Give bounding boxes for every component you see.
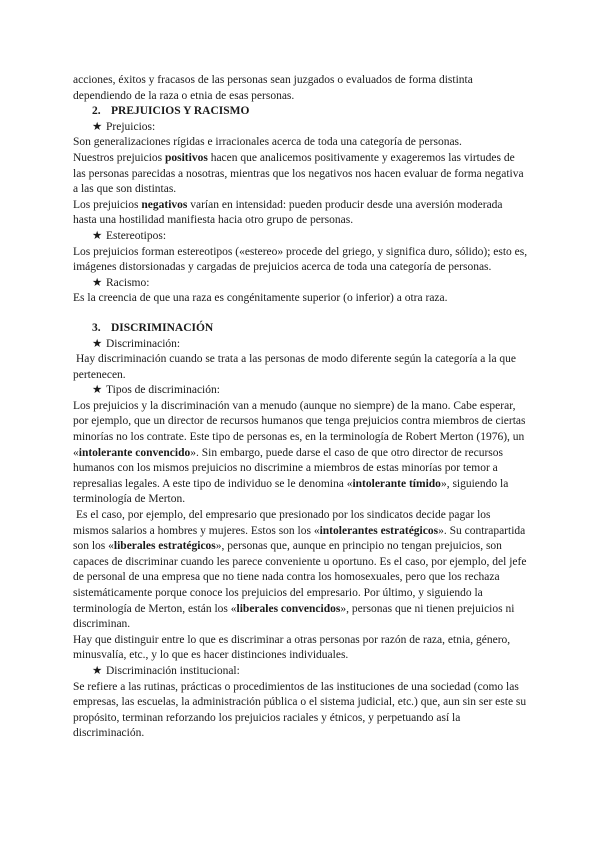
bold-term: negativos	[141, 198, 188, 211]
estereotipos-paragraph: Los prejuicios forman estereotipos («estereo» procede del griego, y significa duro, sólido); esto es, imágenes distorsionadas y cargadas de prejuicios acerca de toda una categoría de personas.	[73, 245, 528, 274]
bullet-label: Discriminación institucional:	[106, 664, 240, 677]
section-3-number: 3.	[92, 321, 101, 334]
discriminacion-paragraph: Hay discriminación cuando se trata a las personas de modo diferente según la categoría a la que pertenecen.	[73, 353, 517, 381]
text-run: Es el caso, por ejemplo, del empresario que presionado por los sindicatos decide pagar los mismos salarios a hombres y mujeres. Estos son los «	[73, 509, 491, 537]
star-bullet-icon: ★	[92, 664, 103, 677]
bold-term: intolerantes estratégicos	[319, 524, 439, 537]
text-run: Los prejuicios y la discriminación van a menudo (aunque no siempre) de la mano. Cabe esperar, por ejemplo, que un director de recursos humanos que tenga prejuicios contra miembros de ciertas minorías no los contrate. Este tipo de personas es, en la terminología de Robert Merton (1976), un «	[73, 399, 526, 459]
star-bullet-icon: ★	[92, 276, 103, 289]
section-3-title: DISCRIMINACIÓN	[111, 321, 214, 334]
star-bullet-icon: ★	[92, 337, 103, 350]
bullet-tipos	[73, 383, 528, 399]
star-bullet-icon: ★	[92, 229, 103, 242]
star-bullet-icon: ★	[92, 120, 103, 133]
section-spacer	[73, 307, 528, 321]
tipos-paragraph-1	[73, 399, 528, 508]
bold-term: liberales convencidos	[236, 602, 341, 615]
text-run: ». Su contrapartida son los «	[73, 524, 526, 553]
document-page	[73, 73, 528, 742]
bold-term: liberales estratégicos	[113, 540, 216, 553]
text-run: ». Sin embargo, puede darse el caso de que otro director de recursos humanos con los mismos prejuicios no discrimine a miembros de estas minorías por temor a represalias legales. A este tipo de individuo se le denomina «	[73, 446, 503, 490]
text-run: varían en intensidad: pueden producir desde una aversión moderada hasta una hostilidad manifiesta hacia otro grupo de personas.	[73, 198, 503, 227]
bold-term: intolerante convencido	[78, 446, 191, 459]
section-2-heading	[73, 104, 528, 120]
text-run: », personas que, aunque en principio no tengan prejuicios, son capaces de discriminar cuando les parece conveniente u oportuno. Es el caso, por ejemplo, del jefe de personal de una empresa que no tiene nada contra los homosexuales, pero que los rechaza sistemáticamente porque conoce los prejuicios del empresario. Por último, y siguiendo la terminología de Merton, están los «	[73, 540, 527, 615]
institucional-paragraph: Se refiere a las rutinas, prácticas o procedimientos de las instituciones de una sociedad (como las empresas, las escuelas, la administración pública o el sistema judicial, etc.) que, aun sin ser este su propósito, terminan reforzando los prejuicios raciales y étnicos, y perpetuando así la discriminación.	[73, 680, 527, 740]
prejuicios-paragraph-1: Son generalizaciones rígidas e irracionales acerca de toda una categoría de personas.	[73, 136, 462, 149]
bullet-label: Estereotipos:	[106, 229, 167, 242]
prejuicios-paragraph-2	[73, 151, 528, 198]
star-bullet-icon: ★	[92, 384, 103, 397]
bullet-label: Discriminación:	[106, 337, 181, 350]
text-run: hacen que analicemos positivamente y exageremos las virtudes de las personas parecidas a nosotras, mientras que los negativos nos hacen evaluar de forma negativa a las que son distintas.	[73, 151, 524, 196]
prejuicios-paragraph-3	[73, 198, 528, 229]
text-run: Los prejuicios	[73, 198, 142, 211]
bullet-institucional	[73, 664, 528, 680]
text-run: Nuestros prejuicios	[73, 151, 165, 164]
section-2-number: 2.	[92, 105, 101, 118]
text-run: », personas que ni tienen prejuicios ni discriminan.	[73, 602, 515, 631]
bullet-label: Prejuicios:	[106, 120, 156, 133]
bold-term: positivos	[164, 151, 208, 164]
section-2-title: PREJUICIOS Y RACISMO	[111, 105, 250, 118]
bullet-discriminacion	[73, 337, 528, 353]
bullet-estereotipos	[73, 229, 528, 245]
text-run: », siguiendo la terminología de Merton.	[73, 477, 509, 506]
bullet-prejuicios	[73, 120, 528, 136]
tipos-paragraph-2	[73, 508, 528, 633]
tipos-paragraph-3: Hay que distinguir entre lo que es discriminar a otras personas por razón de raza, etnia, género, minusvalía, etc., y lo que es hacer distinciones individuales.	[73, 633, 511, 662]
bullet-label: Tipos de discriminación:	[106, 384, 220, 397]
racismo-paragraph: Es la creencia de que una raza es congénitamente superior (o inferior) a otra raza.	[73, 292, 448, 305]
intro-paragraph: acciones, éxitos y fracasos de las personas sean juzgados o evaluados de forma distinta dependiendo de la raza o etnia de esas personas.	[73, 74, 473, 102]
section-3-heading	[73, 321, 528, 337]
bullet-racismo	[73, 276, 528, 292]
bullet-label: Racismo:	[106, 276, 150, 289]
bold-term: intolerante tímido	[352, 477, 441, 490]
